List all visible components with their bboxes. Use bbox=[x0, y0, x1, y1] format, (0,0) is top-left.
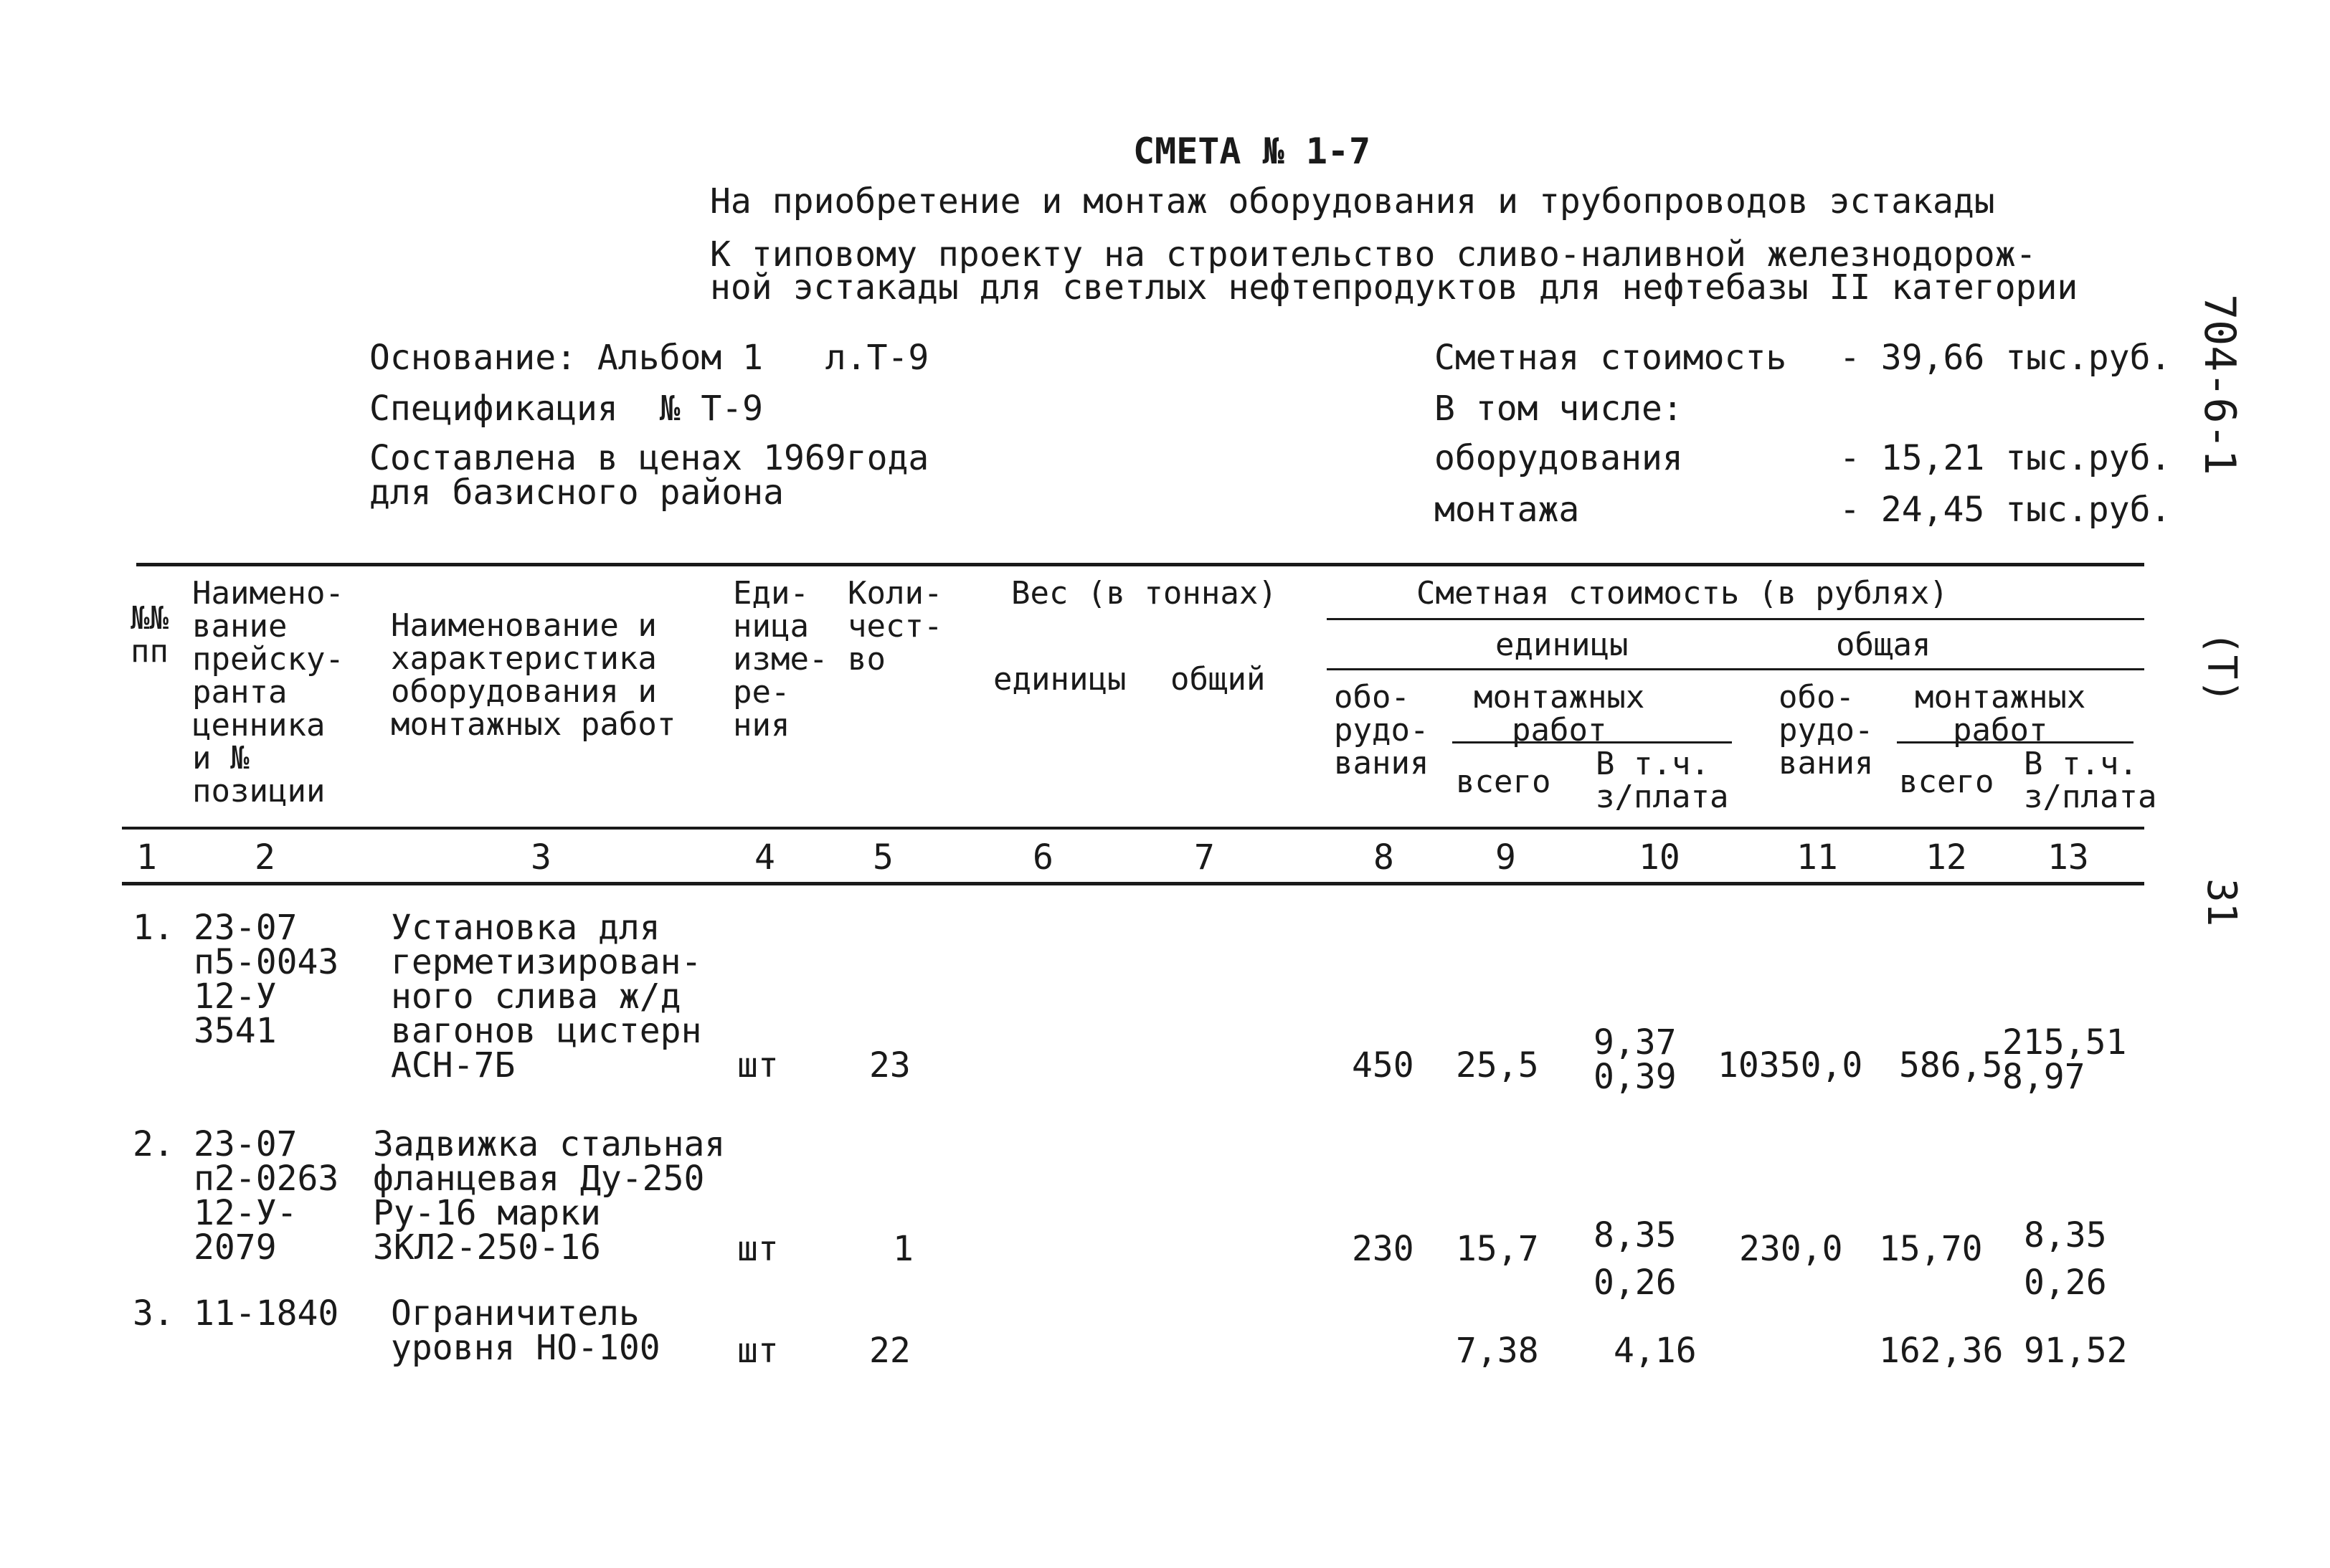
column-number-6: 6 bbox=[1033, 837, 1053, 878]
column-number-2: 2 bbox=[255, 837, 275, 878]
row-3-code: 11-1840 bbox=[194, 1293, 339, 1334]
header-unit-wage: В т.ч. з/плата bbox=[1596, 746, 1729, 815]
header-unit-all: всего bbox=[1456, 764, 1551, 800]
cost-installation-label: монтажа bbox=[1434, 490, 1580, 530]
row-1-total-installation: 586,5 bbox=[1899, 1045, 2003, 1085]
column-number-9: 9 bbox=[1495, 837, 1516, 878]
row-1-unit-equipment: 450 bbox=[1352, 1045, 1414, 1085]
table-top-rule bbox=[136, 563, 2144, 566]
row-3-unit-wage: 4,16 bbox=[1614, 1331, 1697, 1371]
row-1-num: 1. bbox=[133, 908, 174, 948]
header-bottom-rule bbox=[122, 827, 2144, 830]
row-2-name: Задвижка стальная фланцевая Ду-250 Ру-16 марки ЗКЛ2-250-16 bbox=[373, 1124, 726, 1268]
header-cost-unit: единицы bbox=[1495, 627, 1629, 663]
row-3-unit: шт bbox=[737, 1331, 779, 1371]
document-title: СМЕТА № 1-7 bbox=[1133, 130, 1371, 172]
column-number-4: 4 bbox=[754, 837, 775, 878]
column-number-8: 8 bbox=[1373, 837, 1394, 878]
row-1-name: Установка для герметизирован- ного слива ж/д вагонов цистерн АСН-7Б bbox=[391, 908, 702, 1085]
header-weight-group: Вес (в тоннах) bbox=[1011, 575, 1277, 612]
header-total-equipment: обо- рудо- вания bbox=[1779, 679, 1874, 781]
header-weight-total: общий bbox=[1170, 661, 1266, 698]
column-number-13: 13 bbox=[2047, 837, 2089, 878]
row-1-total-wage: 215,51 8,97 bbox=[2002, 1022, 2127, 1097]
row-1-unit-wage: 9,37 0,39 bbox=[1593, 1022, 1677, 1097]
header-unit-equipment: обо- рудо- вания bbox=[1334, 679, 1429, 781]
header-cost-total: общая bbox=[1836, 627, 1931, 663]
cost-including-label: В том числе: bbox=[1434, 389, 1683, 429]
header-col-name: Наименование и характеристика оборудования и монтажных работ bbox=[391, 607, 676, 743]
column-number-7: 7 bbox=[1194, 837, 1215, 878]
project-line-2: ной эстакады для светлых нефтепродуктов для нефтебазы II категории bbox=[710, 267, 2078, 308]
row-1-total-equipment: 10350,0 bbox=[1718, 1045, 1863, 1085]
row-2-code: 23-07 п2-0263 12-У- 2079 bbox=[194, 1124, 339, 1268]
column-number-1: 1 bbox=[136, 837, 157, 878]
cost-equipment-label: оборудования bbox=[1434, 438, 1683, 478]
header-col-num: №№ пп bbox=[131, 600, 169, 670]
document-subtitle: На приобретение и монтаж оборудования и трубопроводов эстакады bbox=[710, 181, 1995, 222]
cost-equipment-value: - 15,21 тыс.руб. bbox=[1839, 438, 2172, 478]
column-number-11: 11 bbox=[1796, 837, 1838, 878]
row-3-qty: 22 bbox=[869, 1331, 911, 1371]
row-3-num: 3. bbox=[133, 1293, 174, 1334]
row-1-qty: 23 bbox=[869, 1045, 911, 1085]
column-number-5: 5 bbox=[873, 837, 894, 878]
row-3-total-installation: 162,36 bbox=[1879, 1331, 2004, 1371]
row-2-unit-wage: 8,35 0,26 bbox=[1593, 1215, 1677, 1303]
row-2-unit: шт bbox=[737, 1229, 779, 1269]
cost-total-label: Сметная стоимость bbox=[1434, 338, 1787, 378]
row-1-code: 23-07 п5-0043 12-У 3541 bbox=[194, 908, 339, 1051]
project-line-1: К типовому проекту на строительство сливо-наливной железнодорож- bbox=[710, 234, 2037, 275]
column-number-12: 12 bbox=[1926, 837, 1967, 878]
header-unit-installation: монтажных работ bbox=[1474, 679, 1645, 749]
cost-sub-rule bbox=[1327, 668, 2144, 670]
row-1-unit-installation: 25,5 bbox=[1456, 1045, 1539, 1085]
row-2-unit-installation: 15,7 bbox=[1456, 1229, 1539, 1269]
basis-region: для базисного района bbox=[369, 472, 784, 513]
basis-specification: Спецификация № Т-9 bbox=[369, 389, 764, 429]
row-1-unit: шт bbox=[737, 1045, 779, 1085]
header-total-all: всего bbox=[1899, 764, 1994, 800]
cost-group-rule bbox=[1327, 618, 2144, 620]
header-total-wage: В т.ч. з/плата bbox=[2024, 746, 2157, 815]
side-code-label: 704-6-1 bbox=[2194, 294, 2245, 475]
row-2-total-wage: 8,35 0,26 bbox=[2024, 1215, 2107, 1303]
side-page-number: 31 bbox=[2198, 878, 2245, 927]
row-2-total-installation: 15,70 bbox=[1879, 1229, 1983, 1269]
column-number-3: 3 bbox=[531, 837, 551, 878]
row-2-num: 2. bbox=[133, 1124, 174, 1164]
header-col-price-list: Наимено- вание прейску- ранта ценника и № позиции bbox=[192, 575, 344, 809]
header-weight-unit: единицы bbox=[993, 661, 1127, 698]
side-sheet-label: (Т) bbox=[2198, 631, 2245, 704]
row-2-total-equipment: 230,0 bbox=[1739, 1229, 1843, 1269]
header-cost-group: Сметная стоимость (в рублях) bbox=[1416, 575, 1948, 612]
basis-prices-year: Составлена в ценах 1969года bbox=[369, 438, 929, 478]
cost-installation-value: - 24,45 тыс.руб. bbox=[1839, 490, 2172, 530]
row-3-total-wage: 91,52 bbox=[2024, 1331, 2128, 1371]
header-col-unit: Еди- ница изме- ре- ния bbox=[733, 575, 828, 743]
row-2-unit-equipment: 230 bbox=[1352, 1229, 1414, 1269]
row-2-qty: 1 bbox=[893, 1229, 914, 1269]
column-number-10: 10 bbox=[1639, 837, 1680, 878]
column-numbers-rule bbox=[122, 882, 2144, 885]
header-col-qty: Коли- чест- во bbox=[848, 575, 943, 678]
row-3-unit-installation: 7,38 bbox=[1456, 1331, 1539, 1371]
row-3-name: Ограничитель уровня НО-100 bbox=[391, 1293, 660, 1368]
header-total-installation: монтажных работ bbox=[1915, 679, 2086, 749]
basis-album: Основание: Альбом 1 л.Т-9 bbox=[369, 338, 929, 378]
cost-total-value: - 39,66 тыс.руб. bbox=[1839, 338, 2172, 378]
